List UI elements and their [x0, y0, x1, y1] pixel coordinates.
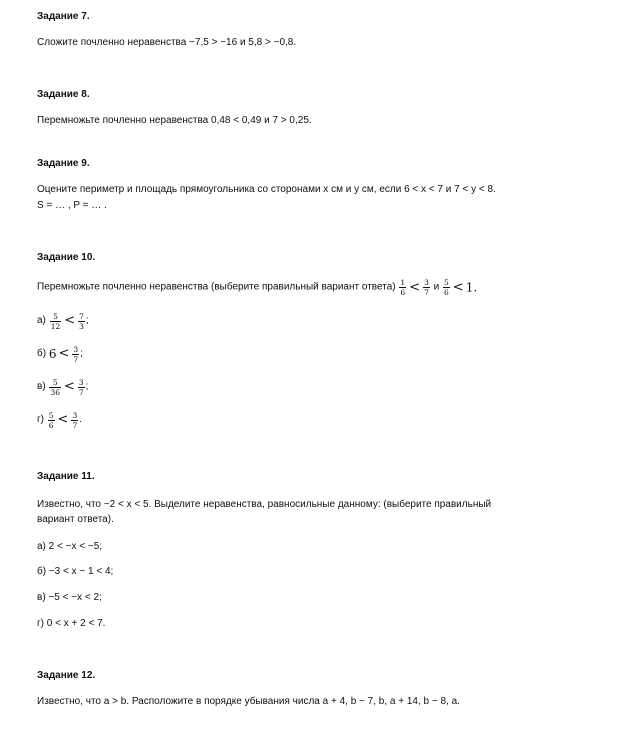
option-label: в) — [37, 381, 46, 392]
task-10-given-fraction-2: $\frac{3}{7}$ — [424, 278, 429, 297]
option-fraction: $\frac{3}{7}$ — [78, 377, 84, 397]
option-label: г) — [37, 414, 44, 425]
task-10-given-one: 1. — [465, 280, 478, 295]
task-9-text: Оцените периметр и площадь прямоугольника со сторонами х см и у см, если 6 < х < 7 и 7 < у < 8. — [37, 184, 496, 195]
task-10-text: Перемножьте почленно неравенства (выберите правильный вариант ответа) — [37, 281, 396, 293]
option-label: б) — [37, 348, 47, 359]
option-fraction: $\frac{5}{6}$ — [48, 410, 54, 430]
task-10-title: Задание 10. — [37, 252, 96, 263]
task-7-text: Сложите почленно неравенства −7,5 > −16 и 5,8 > −0,8. — [37, 37, 297, 48]
option-punct: ; — [85, 315, 89, 326]
task-11-text: Известно, что −2 < х < 5. Выделите неравенства, равносильные данному: (выберите правильный вариант ответа). — [37, 499, 492, 525]
option-fraction: $\frac{5}{12}$ — [50, 311, 61, 331]
task-10-option-d — [37, 410, 82, 431]
option-fraction: $\frac{7}{3}$ — [79, 311, 84, 331]
task-10-given-fraction-3: $\frac{5}{6}$ — [444, 278, 449, 297]
task-9-title: Задание 9. — [37, 158, 90, 169]
option-relation: < — [58, 346, 70, 361]
option-punct: ; — [80, 348, 83, 359]
task-8-title: Задание 8. — [37, 89, 90, 100]
option-punct: ; — [85, 381, 89, 392]
option-punct: . — [79, 414, 83, 425]
task-9-answer-line: S = … , P = … . — [37, 200, 107, 211]
task-8-text: Перемножьте почленно неравенства 0,48 < 0,49 и 7 > 0,25. — [37, 115, 312, 126]
task-10-given-lt-2: < — [452, 279, 464, 295]
option-integer: 6 — [48, 347, 57, 361]
task-10-option-c — [37, 377, 88, 398]
task-10-given-lt-1: < — [409, 279, 421, 295]
task-10-option-a — [37, 311, 89, 332]
option-relation: < — [64, 313, 76, 328]
option-fraction: $\frac{3}{7}$ — [72, 410, 78, 430]
task-10-given-fraction-1: $\frac{1}{6}$ — [400, 278, 406, 297]
task-11-option-d: г) 0 < х + 2 < 7. — [37, 618, 106, 629]
task-12-text: Известно, что а > b. Расположите в порядке убывания числа а + 4, b − 7, b, а + 14, b − 8, а. — [37, 696, 460, 707]
task-11-title: Задание 11. — [37, 471, 95, 482]
task-10-given-and: и — [433, 281, 440, 293]
option-label: а) — [37, 315, 46, 326]
option-relation: < — [57, 412, 69, 427]
option-relation: < — [63, 379, 75, 394]
option-fraction: $\frac{3}{7}$ — [73, 344, 79, 364]
task-10-option-b — [37, 344, 83, 365]
task-11-option-b: б) −3 < х − 1 < 4; — [37, 566, 114, 577]
task-11-option-a: а) 2 < −х < −5; — [37, 541, 103, 552]
task-7-title: Задание 7. — [37, 11, 90, 22]
task-11-option-c: в) −5 < −х < 2; — [37, 592, 102, 603]
option-fraction: $\frac{5}{36}$ — [50, 377, 60, 397]
task-10-statement — [37, 278, 477, 297]
task-12-title: Задание 12. — [37, 670, 96, 681]
